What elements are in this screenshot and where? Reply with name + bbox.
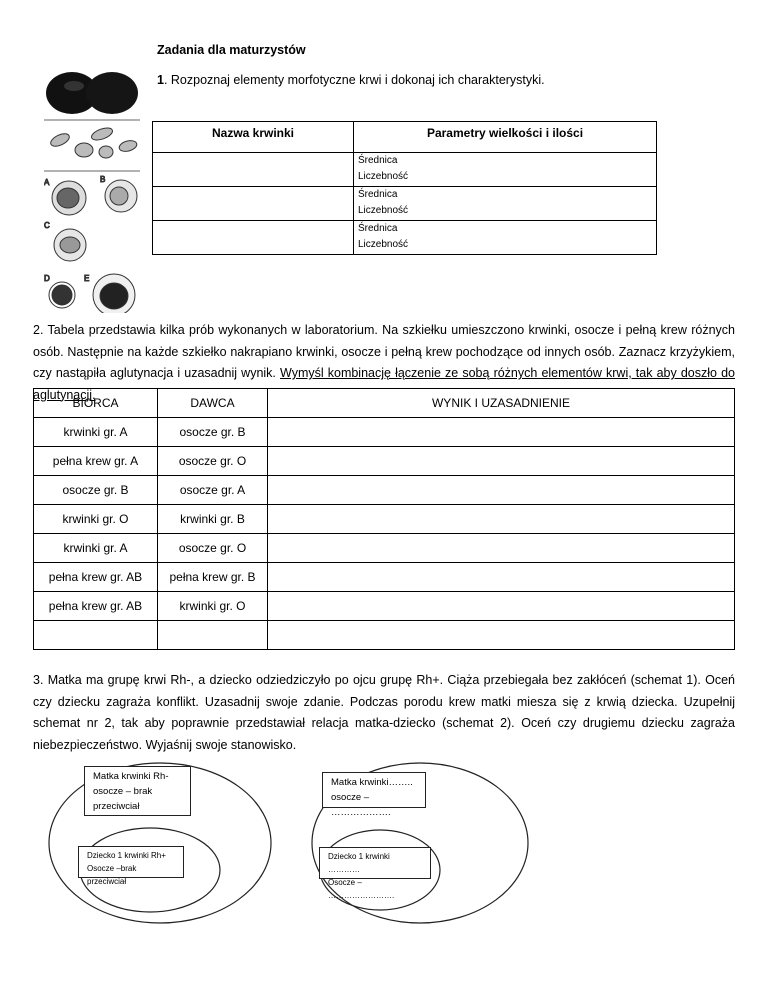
cell-name[interactable] [153,221,354,255]
svg-text:C: C [44,221,50,230]
param-count: Liczebność [358,171,409,182]
svg-text:D: D [44,274,50,283]
schema2-mother-box[interactable] [322,772,426,818]
cell-recipient: krwinki gr. O [34,505,158,534]
header-donor: DAWCA [158,389,268,418]
cell-donor: krwinki gr. O [158,592,268,621]
table-row [153,221,657,255]
blood-cells-table [152,121,657,255]
table-row [153,153,657,187]
mother-cells: Matka krwinki…….. [331,777,413,788]
cell-donor: krwinki gr. B [158,505,268,534]
table-row [34,592,735,621]
table-row [34,505,735,534]
cell-recipient: osocze gr. B [34,476,158,505]
table-row [34,476,735,505]
table-header [34,389,735,418]
cell-recipient: pełna krew gr. AB [34,563,158,592]
cell-params[interactable] [354,153,657,187]
question-1 [157,73,545,87]
cell-donor[interactable] [158,621,268,650]
child-cells: Dziecko 1 krwinki Rh+ [87,851,166,860]
schema1-child-box [78,846,184,886]
cell-recipient[interactable] [34,621,158,650]
cell-result[interactable] [268,505,735,534]
cell-result[interactable] [268,621,735,650]
table-row [34,534,735,563]
cell-result[interactable] [268,447,735,476]
cell-name[interactable] [153,153,354,187]
cell-result[interactable] [268,592,735,621]
schema1-mother-box [84,766,191,816]
param-count: Liczebność [358,205,409,216]
svg-text:B: B [100,175,106,184]
question-3: 3. Matka ma grupę krwi Rh-, a dziecko odziedziczyło po ojcu grupę Rh+. Ciąża przebiegała bez zakłóceń (schemat 1). Oceń czy dziecku zagraża konflikt. Uzasadnij swoje zdanie. Podczas porodu krew matki miesza się z krwią dziecka. Uzupełnij schemat nr 2, tak aby poprawnie przedstawiał relacja matka-dziecko (schemat 2). Oceń czy drugiemu dziecku zagraża niebezpieczeństwo. Wyjaśnij swoje stanowisko. [33,673,735,752]
table-row [153,187,657,221]
table-row [34,563,735,592]
mother-cells: Matka krwinki Rh- [93,771,169,782]
cell-result[interactable] [268,476,735,505]
cell-donor: osocze gr. O [158,447,268,476]
child-plasma: Osocze – ……………………. [328,878,395,900]
question-task-underlined: Wymyśl kombinację łączenie ze sobą różnych elementów krwi, tak aby doszło do aglutynacji. [33,366,735,402]
cell-recipient: pełna krew gr. A [34,447,158,476]
cell-params[interactable] [354,221,657,255]
cell-name[interactable] [153,187,354,221]
mother-plasma: osocze – brak [93,786,153,797]
table-row [34,621,735,650]
header-name: Nazwa krwinki [153,122,354,153]
param-diameter: Średnica [358,223,398,234]
platelets-image [49,126,138,158]
cell-result[interactable] [268,563,735,592]
table-row [34,418,735,447]
page-title: Zadania dla maturzystów [157,43,306,57]
header-result: WYNIK I UZASADNIENIE [268,389,735,418]
cell-params[interactable] [354,187,657,221]
cell-recipient: krwinki gr. A [34,534,158,563]
cell-result[interactable] [268,418,735,447]
cell-donor: osocze gr. A [158,476,268,505]
cell-donor: osocze gr. O [158,534,268,563]
mother-antibodies: przeciwciał [93,801,140,812]
cell-recipient: pełna krew gr. AB [34,592,158,621]
cell-donor: osocze gr. B [158,418,268,447]
header-params: Parametry wielkości i ilości [354,122,657,153]
question-text: . Rozpoznaj elementy morfotyczne krwi i dokonaj ich charakterystyki. [163,73,545,87]
svg-text:A: A [44,178,50,187]
question-number: 1 [157,73,164,87]
erythrocytes-image [46,72,138,114]
child-cells: Dziecko 1 krwinki ………… [328,852,390,874]
mother-plasma: osocze – ………………. [331,792,391,818]
blood-cells-figure [44,68,140,313]
param-diameter: Średnica [358,155,398,166]
cell-recipient: krwinki gr. A [34,418,158,447]
header-recipient: BIORCA [34,389,158,418]
question-text: 2. Tabela przedstawia kilka prób wykonanych w laboratorium. Na szkiełku umieszczono krwinki, osocze i pełną krew różnych osób. Następnie na każde szkiełko nakrapiano krwinki, osocze i pełną krew pochodzące od innych osób. Zaznacz krzyżykiem, czy nastąpiła aglutynacja i uzasadnij wynik. [33,323,735,380]
param-diameter: Średnica [358,189,398,200]
svg-text:E: E [84,274,90,283]
param-count: Liczebność [358,239,409,250]
cell-donor: pełna krew gr. B [158,563,268,592]
schema2-child-box[interactable] [319,847,431,900]
table-header [153,122,657,153]
table-row [34,447,735,476]
child-plasma: Osocze –brak przeciwciał [87,864,137,886]
agglutination-table [33,388,735,650]
cell-result[interactable] [268,534,735,563]
leukocytes-image [44,175,137,313]
